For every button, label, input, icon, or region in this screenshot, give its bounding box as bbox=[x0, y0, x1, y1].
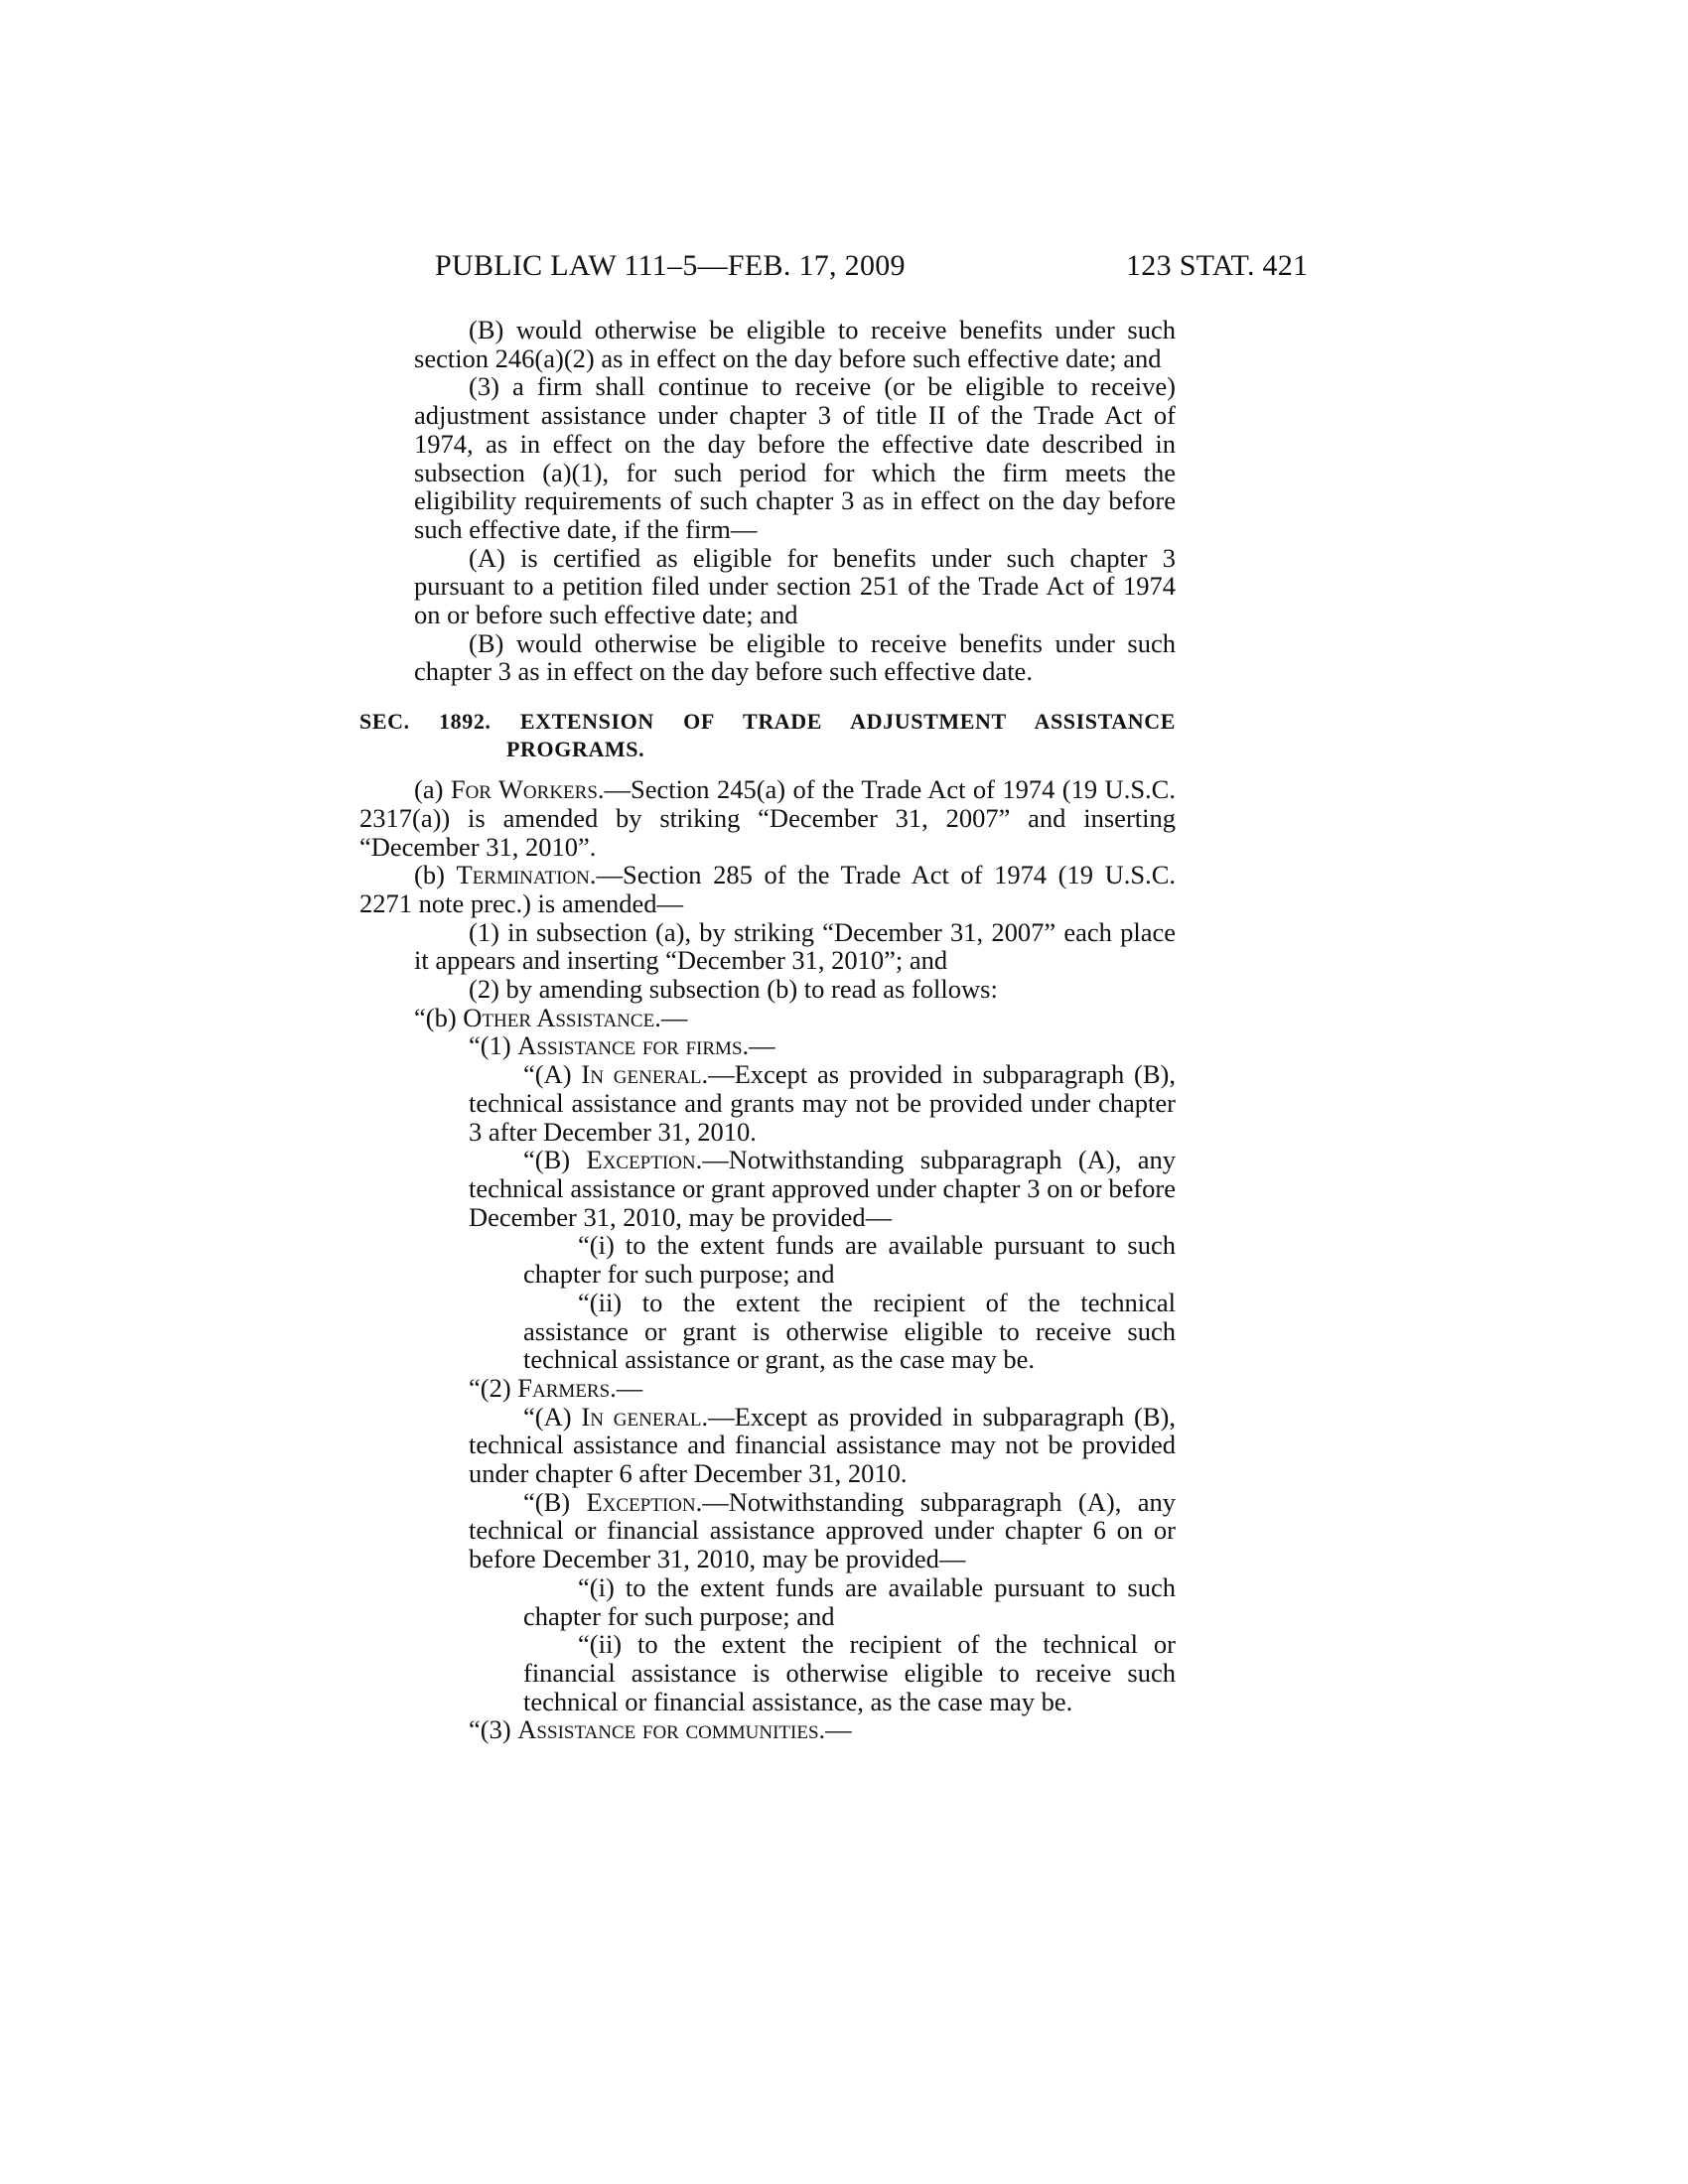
quoted-b-caption: Other Assistance bbox=[463, 1002, 655, 1032]
quoted-1A-in-general bbox=[359, 1060, 1176, 1146]
quoted-b-lead: “(b) bbox=[414, 1002, 464, 1032]
subsection-a-text: .—Section 245(a) of the Trade Act of 1974 (19 U.S.C. 2317(a)) is amended by striking “December 31, 2007” and inserting “December 31, 2010”. bbox=[359, 774, 1176, 862]
subsection-b-text: .—Section 285 of the Trade Act of 1974 (19 U.S.C. 2271 note prec.) is amended— bbox=[359, 860, 1177, 918]
quoted-paragraph-2-heading bbox=[359, 1374, 1176, 1403]
quoted-1B-exception bbox=[359, 1146, 1176, 1231]
quoted-paragraph-3-heading bbox=[359, 1715, 1176, 1744]
paragraph-B-continued: (B) would otherwise be eligible to receive benefits under such section 246(a)(2) as in effect on the day before such effective date; and bbox=[414, 315, 1176, 373]
paragraph-B-otherwise: (B) would otherwise be eligible to receive benefits under such chapter 3 as in effect on the day before such effective date. bbox=[414, 627, 1176, 687]
running-title: PUBLIC LAW 111–5—FEB. 17, 2009 bbox=[435, 249, 906, 282]
quoted-3-dash: .— bbox=[818, 1714, 852, 1745]
quoted-1A-caption: In general bbox=[581, 1059, 702, 1090]
paragraph-3-firm: (3) a firm shall continue to receive (or be eligible to receive) adjustment assistance under chapter 3 of title II of the Trade Act of 1974, as in effect on the day before the effective date described in subsection (a)(1), for such period for which the firm meets the eligibility requirements of such chapter 3 as in effect on the day before such effective date, if the firm— bbox=[414, 371, 1176, 544]
quoted-2-caption: Farmers bbox=[517, 1372, 611, 1403]
quoted-2-dash: .— bbox=[610, 1372, 643, 1403]
subsection-a-workers bbox=[359, 775, 1176, 861]
stat-page-number: 123 STAT. 421 bbox=[1126, 249, 1309, 282]
section-heading: SEC. 1892. EXTENSION OF TRADE ADJUSTMENT ASSISTANCE PROGRAMS. bbox=[359, 709, 1176, 762]
quoted-2B-text: .—Notwithstanding subparagraph (A), any technical or financial assistance approved under chapter 6 on or before December 31, 2010, may be provided— bbox=[469, 1486, 1176, 1574]
quoted-2A-in-general bbox=[359, 1403, 1176, 1488]
quoted-1B-lead: “(B) bbox=[523, 1145, 587, 1175]
quoted-3-caption: Assistance for communities bbox=[517, 1714, 819, 1745]
paragraph-b1: (1) in subsection (a), by striking “December 31, 2007” each place it appears and inserting “December 31, 2010”; and bbox=[414, 916, 1176, 976]
page-body bbox=[359, 316, 1176, 1744]
quoted-2B-lead: “(B) bbox=[523, 1486, 587, 1517]
quoted-3-lead: “(3) bbox=[469, 1714, 518, 1745]
quoted-1A-lead: “(A) bbox=[523, 1059, 582, 1090]
quoted-2B-caption: Exception bbox=[586, 1486, 696, 1517]
quoted-2-lead: “(2) bbox=[469, 1372, 518, 1403]
page-header bbox=[0, 246, 1688, 286]
subsection-b-caption: Termination bbox=[456, 860, 590, 890]
quoted-1B-i: “(i) to the extent funds are available pursuant to such chapter for such purpose; and bbox=[523, 1230, 1176, 1290]
quoted-2A-text: .—Except as provided in subparagraph (B), technical assistance and financial assistance may not be provided under chapter 6 after December 31, 2010. bbox=[469, 1401, 1176, 1489]
subsection-b-termination bbox=[359, 861, 1176, 917]
quoted-2B-i: “(i) to the extent funds are available pursuant to such chapter for such purpose; and bbox=[523, 1571, 1176, 1631]
quoted-1B-caption: Exception bbox=[586, 1145, 696, 1175]
quoted-1B-text: .—Notwithstanding subparagraph (A), any technical assistance or grant approved under chapter 3 on or before December 31, 2010, may be provided— bbox=[469, 1145, 1176, 1232]
quoted-2B-exception bbox=[359, 1488, 1176, 1573]
subsection-a-lead: (a) bbox=[414, 774, 451, 805]
quoted-2A-lead: “(A) bbox=[523, 1401, 582, 1432]
quoted-subsection-b-heading bbox=[359, 1004, 1176, 1032]
quoted-paragraph-1-heading bbox=[359, 1031, 1176, 1060]
quoted-2A-caption: In general bbox=[581, 1401, 702, 1432]
quoted-1A-text: .—Except as provided in subparagraph (B), technical assistance and grants may not be provided under chapter 3 after December 31, 2010. bbox=[469, 1059, 1176, 1147]
quoted-1B-ii: “(ii) to the extent the recipient of the technical assistance or grant is otherwise eligible to receive such technical assistance or grant, as the case may be. bbox=[523, 1287, 1176, 1375]
subsection-a-caption: For Workers bbox=[450, 774, 598, 805]
paragraph-b2: (2) by amending subsection (b) to read as follows: bbox=[469, 974, 998, 1005]
paragraph-A-certified: (A) is certified as eligible for benefits under such chapter 3 pursuant to a petition filed under section 251 of the Trade Act of 1974 on or before such effective date; and bbox=[414, 542, 1176, 630]
quoted-1-dash: .— bbox=[742, 1030, 775, 1061]
quoted-2B-ii: “(ii) to the extent the recipient of the technical or financial assistance is otherwise eligible to receive such technical or financial assistance, as the case may be. bbox=[523, 1629, 1176, 1716]
quoted-b-dash: .— bbox=[654, 1002, 688, 1032]
quoted-1-lead: “(1) bbox=[469, 1030, 518, 1061]
subsection-b-lead: (b) bbox=[414, 860, 457, 890]
quoted-1-caption: Assistance for firms bbox=[517, 1030, 743, 1061]
